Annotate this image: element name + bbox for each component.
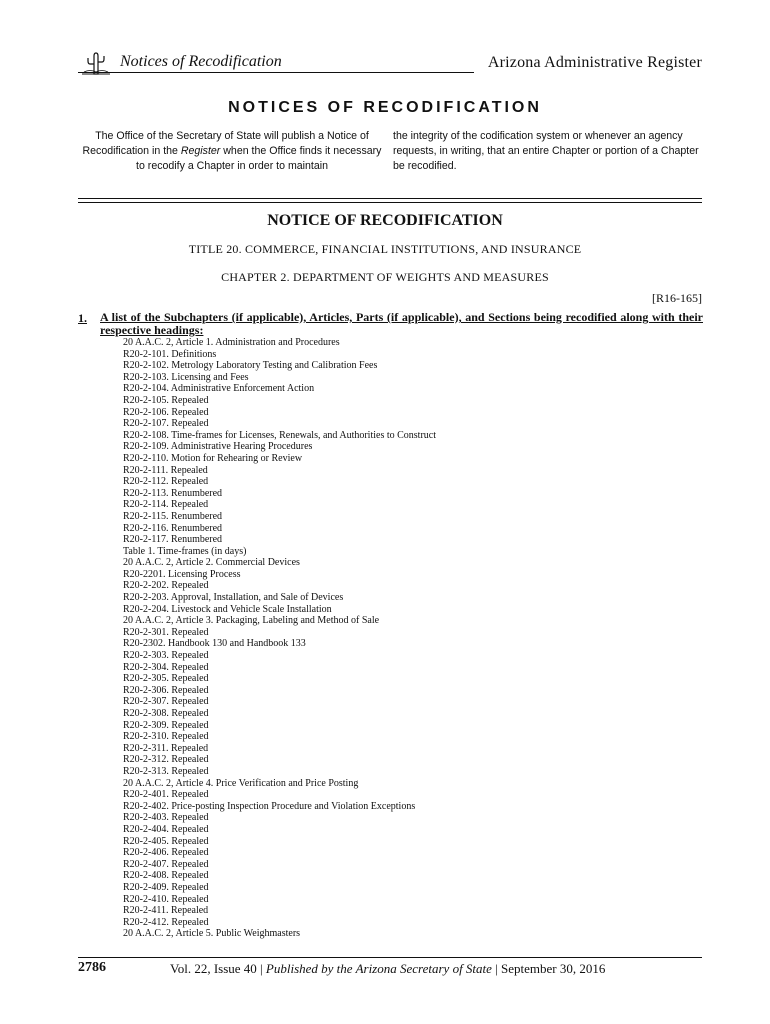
list-item: R20-2-408. Repealed: [123, 870, 209, 882]
list-item: R20-2-407. Repealed: [123, 858, 209, 870]
list-item: R20-2-107. Repealed: [123, 418, 209, 430]
page-number: 2786: [78, 960, 106, 975]
list-item: R20-2-412. Repealed: [123, 916, 209, 928]
title-line: TITLE 20. COMMERCE, FINANCIAL INSTITUTIONS, AND INSURANCE: [188, 242, 582, 256]
list-item: R20-2-102. Metrology Laboratory Testing and Calibration Fees: [123, 360, 378, 372]
list-item: R20-2-116. Renumbered: [123, 522, 223, 534]
list-item: R20-2-115. Renumbered: [123, 510, 223, 522]
list-item: R20-2302. Handbook 130 and Handbook 133: [123, 638, 306, 650]
list-item: R20-2-405. Repealed: [123, 835, 209, 847]
list-item: R20-2-401. Repealed: [123, 789, 209, 801]
publication-name: Arizona Administrative Register: [487, 54, 702, 71]
intro-divider-bottom: [78, 202, 702, 203]
recodified-sections-list: [123, 337, 436, 940]
list-item: R20-2-404. Repealed: [123, 823, 209, 835]
intro-text-left: The Office of the Secretary of State will publish a Notice of Recodification in the Register when the Office finds it necessary to recodify a Chapter in order to maintain: [82, 130, 382, 172]
list-item: R20-2-301. Repealed: [123, 626, 209, 638]
intro-text-right: the integrity of the codification system or whenever an agency requests, in writing, that an entire Chapter or portion of a Chapter be recodified.: [393, 130, 699, 172]
list-item: R20-2-113. Renumbered: [123, 487, 223, 499]
list-item: R20-2-111. Repealed: [123, 464, 208, 476]
section-name: Notices of Recodification: [120, 53, 282, 70]
page-header: [78, 44, 702, 76]
intro-divider-top: [78, 198, 702, 199]
list-item: 20 A.A.C. 2, Article 4. Price Verification and Price Posting: [123, 777, 359, 789]
reference-number: [R16-165]: [652, 291, 702, 305]
list-item: R20-2-106. Repealed: [123, 406, 209, 418]
page-title: NOTICES OF RECODIFICATION: [228, 99, 542, 116]
list-item: Table 1. Time-frames (in days): [123, 545, 247, 557]
list-item: R20-2-203. Approval, Installation, and Sale of Devices: [123, 592, 344, 604]
footer-publisher: Published by the Arizona Secretary of State: [265, 961, 492, 976]
list-item: 20 A.A.C. 2, Article 5. Public Weighmasters: [123, 928, 301, 940]
item-heading: A list of the Subchapters (if applicable), Articles, Parts (if applicable), and Sections being recodified along with their respective headings:: [100, 310, 703, 337]
footer-publication-info: Vol. 22, Issue 40 | Published by the Arizona Secretary of State | September 30, 2016: [170, 961, 606, 976]
list-item: R20-2-303. Repealed: [123, 650, 209, 662]
list-item: R20-2-310. Repealed: [123, 731, 209, 743]
header-divider: [78, 72, 418, 73]
list-item: 20 A.A.C. 2, Article 1. Administration and Procedures: [123, 337, 340, 348]
list-item: R20-2-103. Licensing and Fees: [123, 371, 249, 383]
list-item: R20-2-410. Repealed: [123, 893, 209, 905]
list-item: R20-2-114. Repealed: [123, 499, 209, 511]
list-item: R20-2-313. Repealed: [123, 765, 209, 777]
list-item: R20-2-306. Repealed: [123, 684, 209, 696]
list-item: R20-2-409. Repealed: [123, 881, 209, 893]
register-emphasis: Register: [180, 145, 221, 157]
list-item: R20-2201. Licensing Process: [123, 568, 241, 580]
footer-divider: [78, 957, 702, 958]
list-item: R20-2-307. Repealed: [123, 696, 209, 708]
list-item: R20-2-112. Repealed: [123, 476, 209, 488]
list-item: R20-2-304. Repealed: [123, 661, 209, 673]
list-item: R20-2-312. Repealed: [123, 754, 209, 766]
list-item: 20 A.A.C. 2, Article 3. Packaging, Labeling and Method of Sale: [123, 615, 380, 627]
list-item: R20-2-403. Repealed: [123, 812, 209, 824]
list-item: R20-2-402. Price-posting Inspection Procedure and Violation Exceptions: [123, 800, 416, 812]
chapter-line: CHAPTER 2. DEPARTMENT OF WEIGHTS AND MEASURES: [221, 270, 549, 284]
list-item: R20-2-110. Motion for Rehearing or Review: [123, 452, 303, 464]
list-item: R20-2-104. Administrative Enforcement Action: [123, 383, 315, 395]
list-item: R20-2-204. Livestock and Vehicle Scale Installation: [123, 603, 332, 615]
list-item: R20-2-108. Time-frames for Licenses, Renewals, and Authorities to Construct: [123, 429, 437, 441]
list-item: R20-2-308. Repealed: [123, 708, 209, 719]
list-item: R20-2-305. Repealed: [123, 673, 209, 685]
list-item: R20-2-411. Repealed: [123, 905, 209, 917]
list-item: R20-2-311. Repealed: [123, 742, 209, 754]
list-item: R20-2-202. Repealed: [123, 580, 209, 592]
list-item: R20-2-105. Repealed: [123, 394, 209, 406]
list-item: 20 A.A.C. 2, Article 2. Commercial Devices: [123, 557, 300, 569]
header-divider-short: [418, 72, 474, 73]
list-item: R20-2-309. Repealed: [123, 719, 209, 731]
list-item: R20-2-109. Administrative Hearing Procedures: [123, 441, 313, 453]
notice-title: NOTICE OF RECODIFICATION: [267, 212, 503, 229]
list-item: R20-2-406. Repealed: [123, 847, 209, 859]
list-item: R20-2-117. Renumbered: [123, 534, 223, 546]
list-item: R20-2-101. Definitions: [123, 348, 217, 360]
item-number: 1.: [78, 311, 87, 325]
